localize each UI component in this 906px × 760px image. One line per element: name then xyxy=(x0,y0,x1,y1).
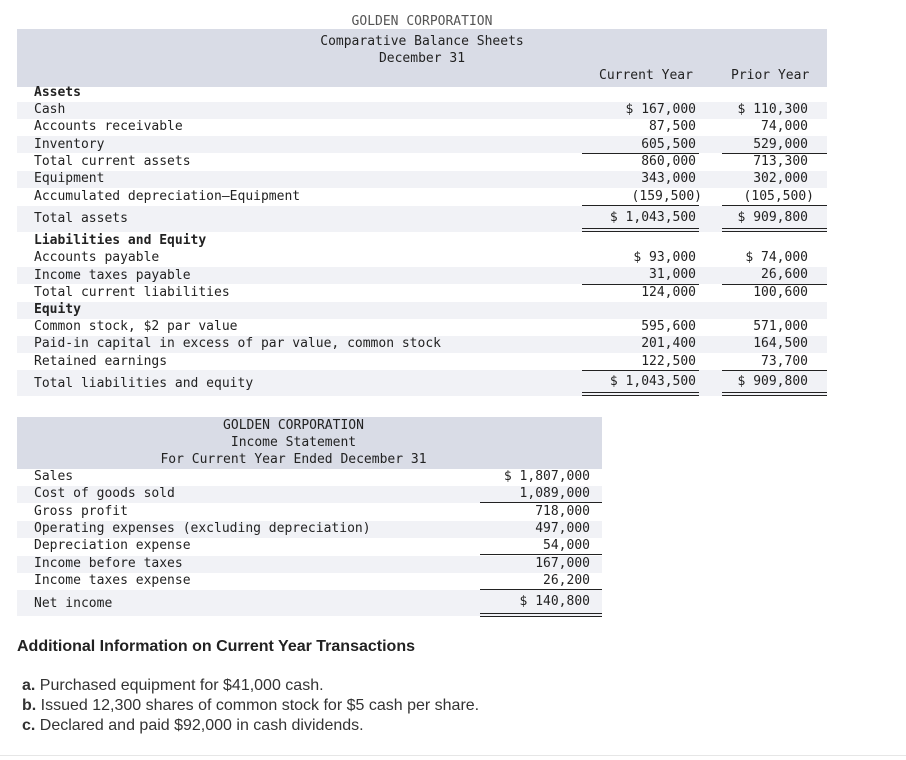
income-before-taxes-value: 167,000 xyxy=(535,556,590,571)
assets-header: Assets xyxy=(34,85,81,100)
double-rule xyxy=(480,613,602,614)
row-label-inventory: Inventory xyxy=(34,137,105,152)
equipment-current: 343,000 xyxy=(641,171,696,186)
accumulated-depreciation-prior: (105,500) xyxy=(743,189,814,204)
item-text: Purchased equipment for $41,000 cash. xyxy=(39,677,324,694)
total-liabilities-equity-current: $ 1,043,500 xyxy=(609,374,696,389)
accounts-receivable-current: 87,500 xyxy=(649,119,696,134)
double-rule xyxy=(722,228,827,229)
common-stock-current: 595,600 xyxy=(641,319,696,334)
cash-prior: $ 110,300 xyxy=(737,102,808,117)
subtotal-rule xyxy=(480,554,602,555)
net-income-value: $ 140,800 xyxy=(519,594,590,609)
row-label-cash: Cash xyxy=(34,102,66,117)
row-label-income-before-taxes: Income before taxes xyxy=(34,556,183,571)
double-rule xyxy=(582,395,699,396)
row-label-gross-profit: Gross profit xyxy=(34,504,128,519)
income-statement-period: For Current Year Ended December 31 xyxy=(160,452,427,467)
total-current-liabilities-current: 124,000 xyxy=(641,285,696,300)
sales-value: $ 1,807,000 xyxy=(503,469,590,484)
row-label-total-current-assets: Total current assets xyxy=(34,154,191,169)
row-label-total-assets: Total assets xyxy=(34,211,128,226)
liabilities-equity-header: Liabilities and Equity xyxy=(34,233,207,248)
cost-of-goods-sold-value: 1,089,000 xyxy=(519,486,590,501)
income-statement-title: Income Statement xyxy=(230,435,357,450)
accounts-payable-prior: $ 74,000 xyxy=(745,250,808,265)
equity-header: Equity xyxy=(34,302,81,317)
column-header-current-year: Current Year xyxy=(599,68,693,83)
double-rule xyxy=(722,231,827,232)
row-label-cost-of-goods-sold: Cost of goods sold xyxy=(34,486,175,501)
row-label-common-stock: Common stock, $2 par value xyxy=(34,319,238,334)
double-rule xyxy=(722,395,827,396)
row-label-accounts-receivable: Accounts receivable xyxy=(34,119,183,134)
item-text: Issued 12,300 shares of common stock for $5 cash per share. xyxy=(40,697,480,714)
accounts-receivable-prior: 74,000 xyxy=(761,119,808,134)
inventory-current: 605,500 xyxy=(641,137,696,152)
row-label-sales: Sales xyxy=(34,469,74,484)
additional-info-heading: Additional Information on Current Year Transactions xyxy=(17,638,415,655)
subtotal-rule xyxy=(582,370,699,371)
inventory-prior: 529,000 xyxy=(753,137,808,152)
balance-sheet-date: December 31 xyxy=(378,51,466,66)
subtotal-rule xyxy=(722,370,827,371)
row-label-equipment: Equipment xyxy=(34,171,105,186)
row-label-paid-in-capital: Paid-in capital in excess of par value, common stock xyxy=(34,336,441,351)
cash-current: $ 167,000 xyxy=(625,102,696,117)
row-stripe xyxy=(17,102,827,119)
subtotal-rule xyxy=(480,502,602,503)
accumulated-depreciation-current: (159,500) xyxy=(631,189,702,204)
gross-profit-value: 718,000 xyxy=(535,504,590,519)
retained-earnings-prior: 73,700 xyxy=(761,354,808,369)
income-taxes-payable-current: 31,000 xyxy=(649,267,696,282)
row-label-operating-expenses: Operating expenses (excluding depreciation) xyxy=(34,521,371,536)
bottom-divider xyxy=(0,755,906,756)
double-rule xyxy=(722,392,827,393)
row-label-net-income: Net income xyxy=(34,596,113,611)
additional-info-item-b xyxy=(22,697,479,715)
double-rule xyxy=(480,616,602,617)
common-stock-prior: 571,000 xyxy=(753,319,808,334)
column-header-prior-year: Prior Year xyxy=(731,68,810,83)
total-current-assets-prior: 713,300 xyxy=(753,154,808,169)
additional-info-item-c xyxy=(22,717,364,735)
subtotal-rule xyxy=(480,589,602,590)
subtotal-rule xyxy=(722,205,827,206)
retained-earnings-current: 122,500 xyxy=(641,354,696,369)
depreciation-expense-value: 54,000 xyxy=(543,538,590,553)
accounts-payable-current: $ 93,000 xyxy=(633,250,696,265)
double-rule xyxy=(582,228,699,229)
total-current-liabilities-prior: 100,600 xyxy=(753,285,808,300)
income-taxes-expense-value: 26,200 xyxy=(543,573,590,588)
row-label-depreciation-expense: Depreciation expense xyxy=(34,538,191,553)
total-liabilities-equity-prior: $ 909,800 xyxy=(737,374,808,389)
row-label-retained-earnings: Retained earnings xyxy=(34,354,168,369)
additional-info-item-a xyxy=(22,677,324,695)
item-marker: b. xyxy=(22,697,37,714)
total-assets-prior: $ 909,800 xyxy=(737,210,808,225)
item-marker: c. xyxy=(22,717,36,734)
total-current-assets-current: 860,000 xyxy=(641,154,696,169)
income-taxes-payable-prior: 26,600 xyxy=(761,267,808,282)
row-stripe xyxy=(17,206,827,232)
paid-in-capital-current: 201,400 xyxy=(641,336,696,351)
double-rule xyxy=(582,231,699,232)
total-assets-current: $ 1,043,500 xyxy=(609,210,696,225)
row-label-income-taxes-expense: Income taxes expense xyxy=(34,573,191,588)
operating-expenses-value: 497,000 xyxy=(535,521,590,536)
cropped-company-name: GOLDEN CORPORATION xyxy=(351,14,493,29)
paid-in-capital-prior: 164,500 xyxy=(753,336,808,351)
double-rule xyxy=(582,392,699,393)
row-label-income-taxes-payable: Income taxes payable xyxy=(34,268,191,283)
row-stripe xyxy=(17,302,827,319)
subtotal-rule xyxy=(582,205,699,206)
row-label-total-liabilities-equity: Total liabilities and equity xyxy=(34,376,254,391)
row-label-total-current-liabilities: Total current liabilities xyxy=(34,285,230,300)
item-text: Declared and paid $92,000 in cash dividends. xyxy=(39,717,364,734)
row-stripe xyxy=(17,136,827,153)
balance-sheet-title: Comparative Balance Sheets xyxy=(320,34,524,49)
row-label-accounts-payable: Accounts payable xyxy=(34,250,160,265)
row-label-accumulated-depreciation: Accumulated depreciation—Equipment xyxy=(34,189,301,204)
income-statement-company-name: GOLDEN CORPORATION xyxy=(223,418,364,433)
equipment-prior: 302,000 xyxy=(753,171,808,186)
row-stripe xyxy=(17,171,827,188)
item-marker: a. xyxy=(22,677,36,694)
